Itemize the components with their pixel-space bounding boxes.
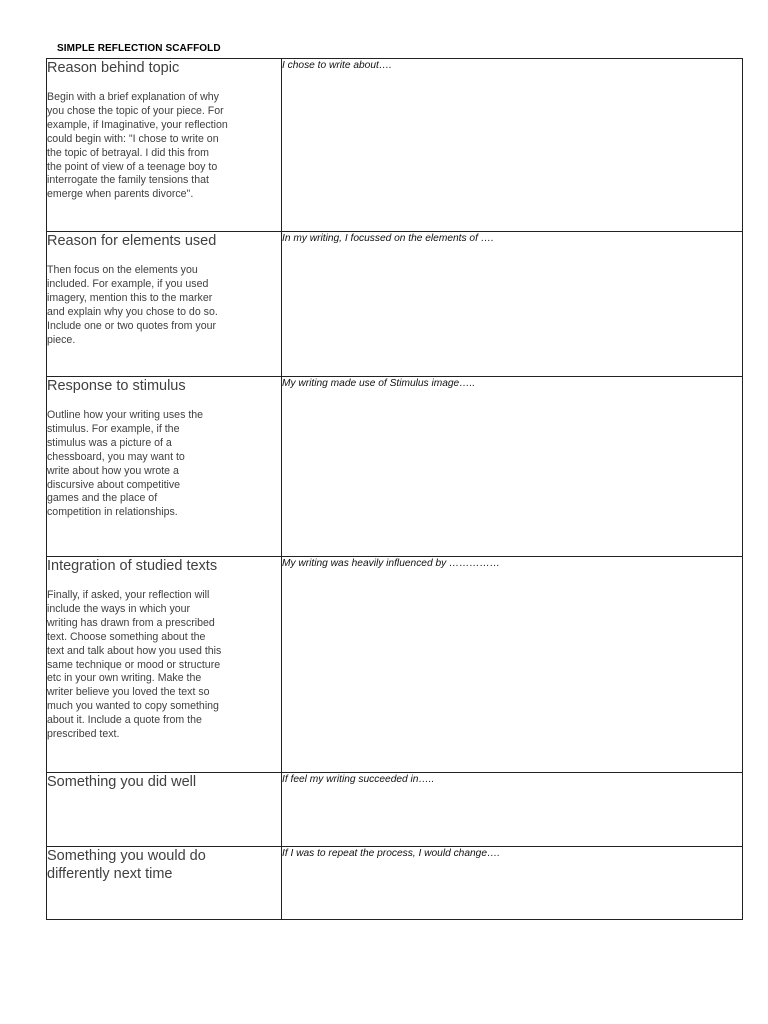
- table-row: [47, 557, 743, 773]
- response-prompt: If feel my writing succeeded in…..: [282, 774, 435, 785]
- row-heading: Reason behind topic: [47, 60, 180, 76]
- table-row: [47, 847, 743, 920]
- document-title: SIMPLE REFLECTION SCAFFOLD: [57, 43, 221, 54]
- row-label-cell: [47, 59, 282, 232]
- row-heading: Reason for elements used: [47, 233, 217, 249]
- response-prompt: My writing made use of Stimulus image…..: [282, 378, 476, 389]
- response-prompt: If I was to repeat the process, I would change….: [282, 848, 501, 859]
- response-cell[interactable]: [282, 557, 743, 773]
- row-label-cell: [47, 377, 282, 557]
- response-cell[interactable]: [282, 59, 743, 232]
- row-description: Begin with a brief explanation of why you chose the topic of your piece. For example, if Imaginative, your reflection could begin with: "I chose to write on the topic of betrayal. I did this from the point of view of a teenage boy to interrogate the family tensions that emerge when parents divorce".: [47, 91, 228, 201]
- table-row: [47, 773, 743, 847]
- response-prompt: My writing was heavily influenced by ……………: [282, 558, 500, 569]
- response-prompt: In my writing, I focussed on the elements of ….: [282, 233, 494, 244]
- row-label-cell: [47, 847, 282, 920]
- row-label-cell: [47, 773, 282, 847]
- row-description: Finally, if asked, your reflection will include the ways in which your writing has drawn from a prescribed text. Choose something about the text and talk about how you used this same technique or mood or structure etc in your own writing. Make the writer believe you loved the text so much you wanted to copy something about it. Include a quote from the prescribed text.: [47, 589, 222, 741]
- row-label-cell: [47, 232, 282, 377]
- row-label-cell: [47, 557, 282, 773]
- response-cell[interactable]: [282, 232, 743, 377]
- reflection-scaffold-table: [46, 58, 743, 920]
- table-row: [47, 59, 743, 232]
- table-row: [47, 377, 743, 557]
- row-description: Then focus on the elements you included. For example, if you used imagery, mention this to the marker and explain why you chose to do so. Include one or two quotes from your piece.: [47, 264, 218, 346]
- response-cell[interactable]: [282, 847, 743, 920]
- response-cell[interactable]: [282, 377, 743, 557]
- row-heading: Something you would do differently next time: [47, 848, 206, 882]
- response-prompt: I chose to write about….: [282, 60, 392, 71]
- row-description: Outline how your writing uses the stimulus. For example, if the stimulus was a picture of a chessboard, you may want to write about how you wrote a discursive about competitive games and the place of competition in relationships.: [47, 409, 204, 519]
- response-cell[interactable]: [282, 773, 743, 847]
- row-heading: Integration of studied texts: [47, 558, 218, 574]
- table-row: [47, 232, 743, 377]
- row-heading: Response to stimulus: [47, 378, 186, 394]
- row-heading: Something you did well: [47, 774, 197, 790]
